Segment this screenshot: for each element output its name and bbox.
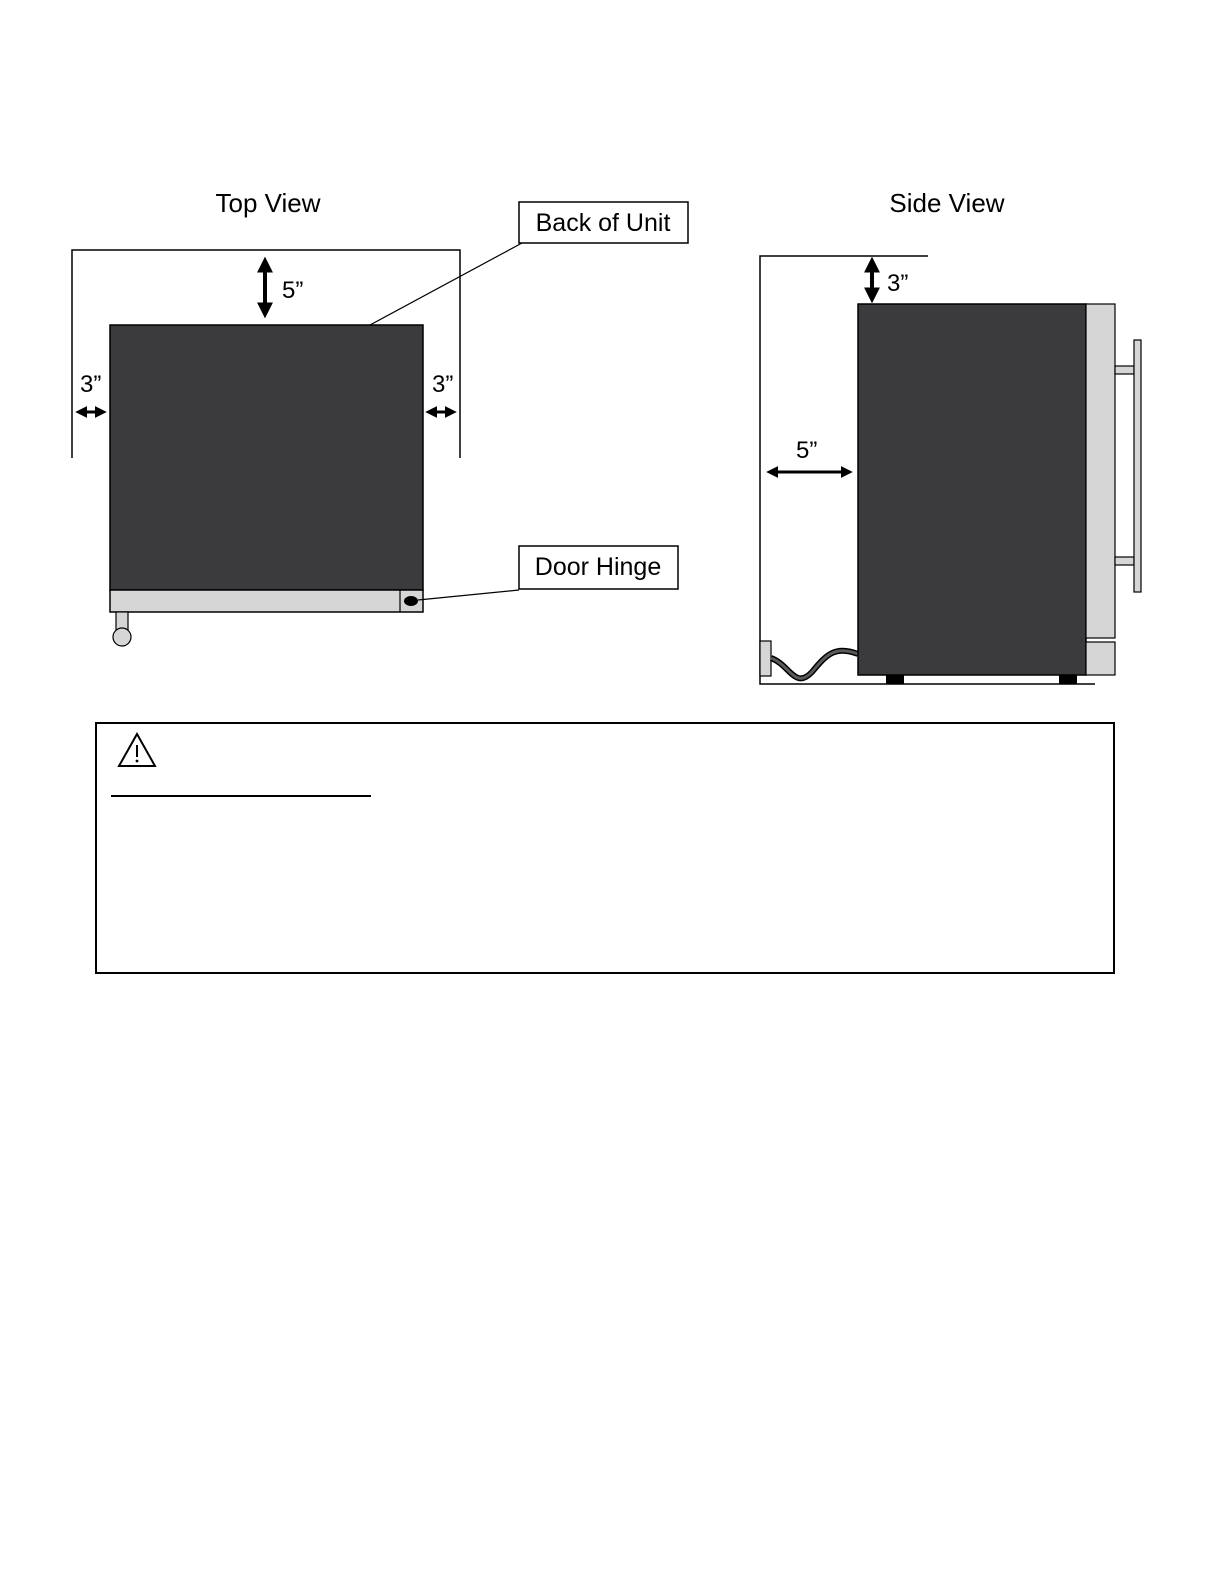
front-foot <box>886 675 904 684</box>
back-of-unit-label: Back of Unit <box>535 209 671 237</box>
back-callout-leader <box>370 243 522 325</box>
top-view-handle <box>116 612 128 630</box>
door-hinge-icon <box>404 596 418 606</box>
handle-knob-icon <box>113 628 131 646</box>
handle-upper-standoff <box>1115 366 1134 374</box>
warning-triangle-icon <box>117 732 157 768</box>
top-view-cabinet <box>110 325 423 590</box>
side-top-clearance-label: 3” <box>887 270 909 297</box>
rear-foot <box>1059 675 1077 684</box>
side-back-clearance-label: 5” <box>796 437 818 464</box>
side-view-title: Side View <box>889 188 1005 218</box>
side-view-cabinet <box>858 304 1086 675</box>
side-view-kick-plate <box>1086 642 1115 675</box>
top-right-clearance-label: 3” <box>432 371 454 398</box>
side-view-handle <box>1134 340 1141 592</box>
top-left-clearance-label: 3” <box>80 371 102 398</box>
hinge-callout-leader <box>418 590 519 600</box>
power-cord <box>771 651 858 679</box>
side-view <box>760 188 1141 684</box>
top-view-door <box>110 590 423 612</box>
handle-lower-standoff <box>1115 557 1134 565</box>
warning-heading-rule <box>111 795 371 797</box>
clearance-diagram <box>0 0 1225 720</box>
wall-outlet-icon <box>760 641 771 676</box>
top-view-title: Top View <box>215 188 321 218</box>
side-view-door <box>1086 304 1115 638</box>
door-hinge-label: Door Hinge <box>534 553 662 581</box>
top-back-clearance-label: 5” <box>282 277 304 304</box>
warning-box <box>95 722 1115 974</box>
top-view <box>72 188 688 646</box>
